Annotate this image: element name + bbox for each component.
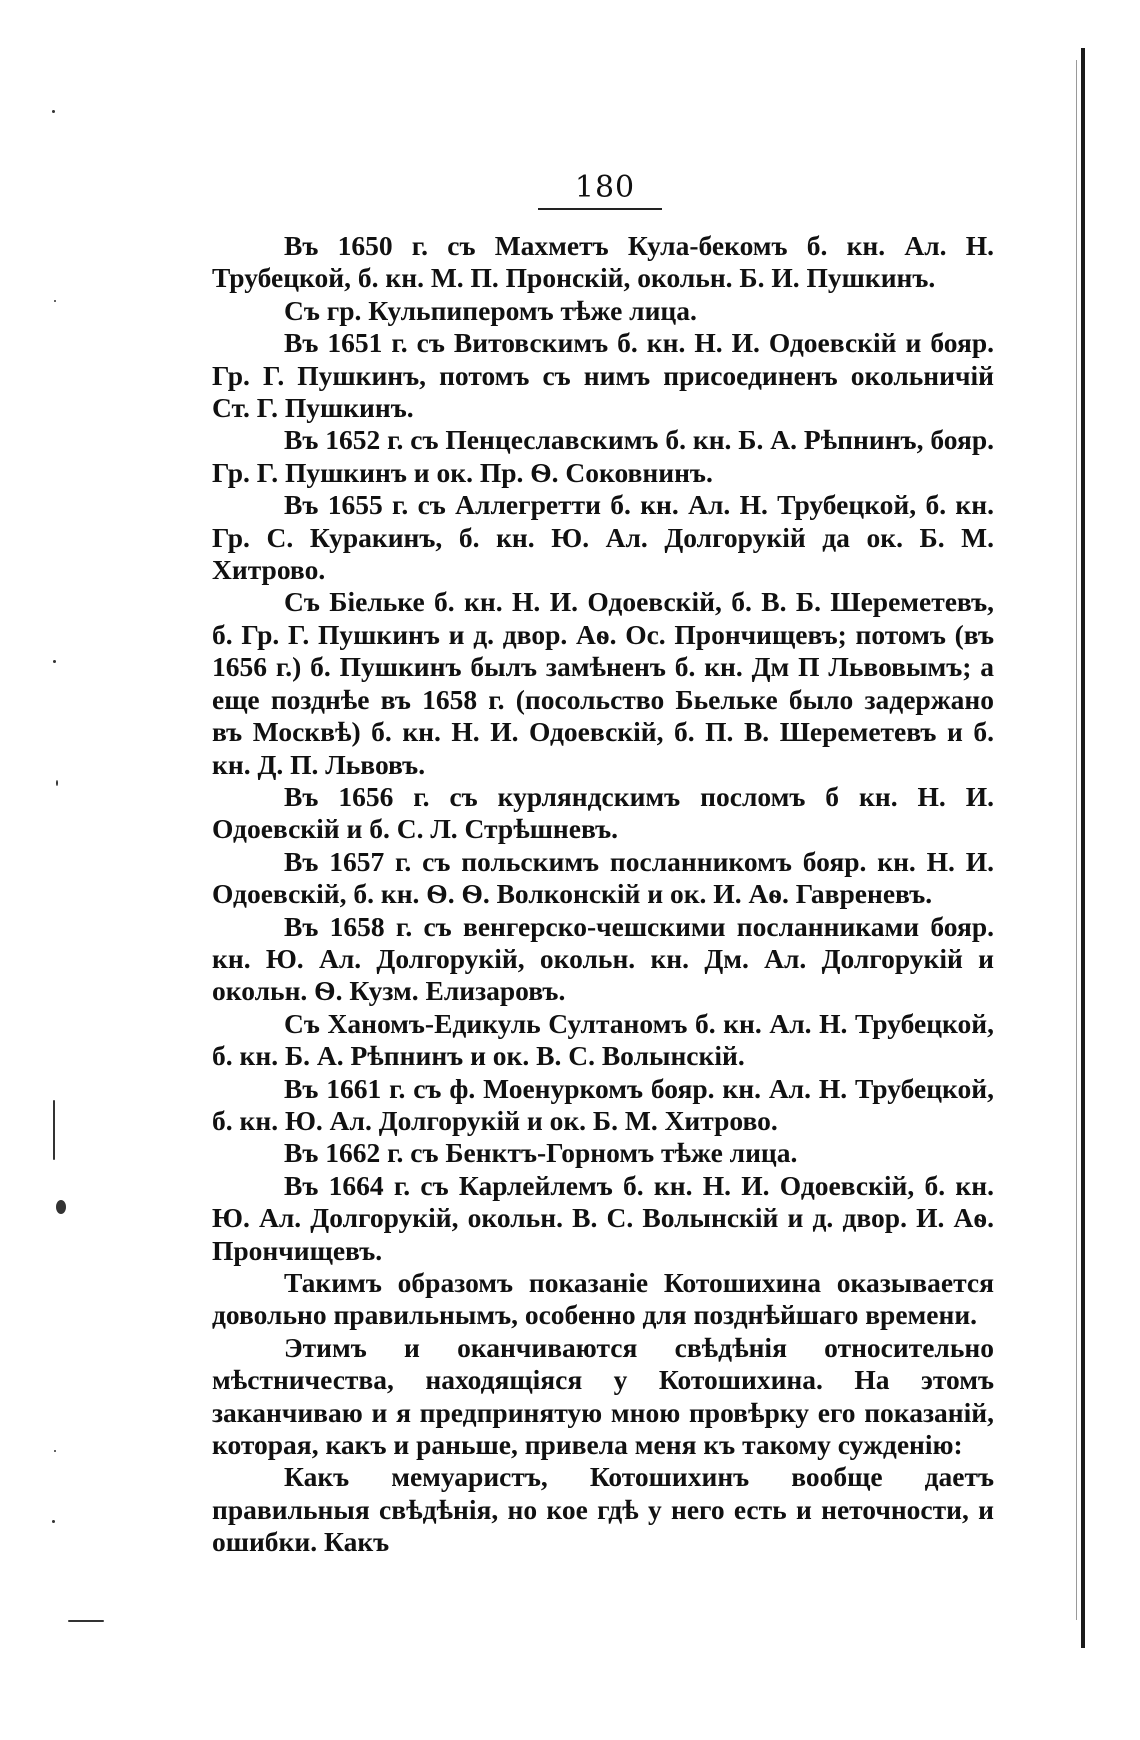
page-edge-thin-rule <box>1076 60 1077 1620</box>
paragraph-1661: Въ 1661 г. съ ф. Моенуркомъ бояр. кн. Ал. Н. Трубецкой, б. кн. Ю. Ал. Долгорукій и ок. Б. М. Хитрово. <box>212 1072 994 1136</box>
paragraph-1651: Въ 1651 г. съ Витовскимъ б. кн. Н. И. Одоевскій и бояр. Гр. Г. Пушкинъ, потомъ съ нимъ присоединенъ окольничій Ст. Г. Пушкинъ. <box>212 327 994 424</box>
paragraph-memoirist: Какъ мемуаристъ, Котошихинъ вообще даетъ правильныя свѣдѣнія, но кое гдѣ у него есть и неточности, и ошибки. Какъ <box>212 1461 994 1558</box>
paragraph-kulpeper: Съ гр. Кульпиперомъ тѣже лица. <box>284 294 697 326</box>
paragraph-summary: Этимъ и оканчиваются свѣдѣнія относительно мѣстничества, находящіяся у Котошихина. На этомъ заканчиваю и я предпринятую мною провѣрку его показаній, которая, какъ и раньше, привела меня къ такому сужденію: <box>212 1331 994 1461</box>
paragraph-khan: Съ Ханомъ-Едикуль Султаномъ б. кн. Ал. Н. Трубецкой, б. кн. Б. А. Рѣпнинъ и ок. В. С. Волынскій. <box>212 1007 994 1072</box>
paragraph-bielke: Съ Біельке б. кн. Н. И. Одоевскій, б. В. Б. Шереметевъ, б. Гр. Г. Пушкинъ и д. двор. Аѳ. Ос. Прончищевъ; потомъ (въ 1656 г.) б. Пушкинъ былъ замѣненъ б. кн. Дм П Львовымъ; а еще позднѣе въ 1658 г. (посольство Бьельке было задержано въ Москвѣ) б. кн. Н. И. Одоевскій, б. П. В. Шереметевъ и б. кн. Д. П. Львовъ. <box>212 586 994 780</box>
page-number: 180 <box>574 170 636 205</box>
paragraph-conclusion: Такимъ образомъ показаніе Котошихина оказывается довольно правильнымъ, особенно для позднѣйшаго времени. <box>212 1267 994 1331</box>
paragraph-1650: Въ 1650 г. съ Махметъ Кула-бекомъ б. кн. Ал. Н. Трубецкой, б. кн. М. П. Пронскій, окольн. Б. И. Пушкинъ. <box>212 230 994 294</box>
paragraph-1658: Въ 1658 г. съ венгерско-чешскими посланниками бояр. кн. Ю. Ал. Долгорукій, окольн. кн. Дм. Ал. Долгорукій и окольн. Ѳ. Кузм. Елизаровъ. <box>212 910 994 1007</box>
left-margin-specks <box>48 100 78 1640</box>
paragraph-1657: Въ 1657 г. съ польскимъ посланникомъ бояр. кн. Н. И. Одоевскій, б. кн. Ѳ. Ѳ. Волконскій и ок. И. Аѳ. Гавреневъ. <box>212 845 994 910</box>
paragraph-1656: Въ 1656 г. съ курляндскимъ посломъ б кн. Н. И. Одоевскій и б. С. Л. Стрѣшневъ. <box>212 780 994 845</box>
paragraph-1655: Въ 1655 г. съ Аллегретти б. кн. Ал. Н. Трубецкой, б. кн. Гр. С. Куракинъ, б. кн. Ю. Ал. Долгорукій да ок. Б. М. Хитрово. <box>212 489 994 586</box>
page-edge-rule <box>1081 48 1085 1648</box>
paragraph-1662: Въ 1662 г. съ Бенктъ-Горномъ тѣже лица. <box>284 1137 798 1169</box>
paragraph-1664: Въ 1664 г. съ Карлейлемъ б. кн. Н. И. Одоевскій, б. кн. Ю. Ал. Долгорукій, окольн. В. С. Волынскій и д. двор. И. Аѳ. Прончищевъ. <box>212 1169 994 1266</box>
paragraph-1652: Въ 1652 г. съ Пенцеславскимъ б. кн. Б. А. Рѣпнинъ, бояр. Гр. Г. Пушкинъ и ок. Пр. Ѳ. Соковнинъ. <box>212 424 994 488</box>
body-text <box>212 230 994 1559</box>
page-number-underline <box>538 208 662 210</box>
